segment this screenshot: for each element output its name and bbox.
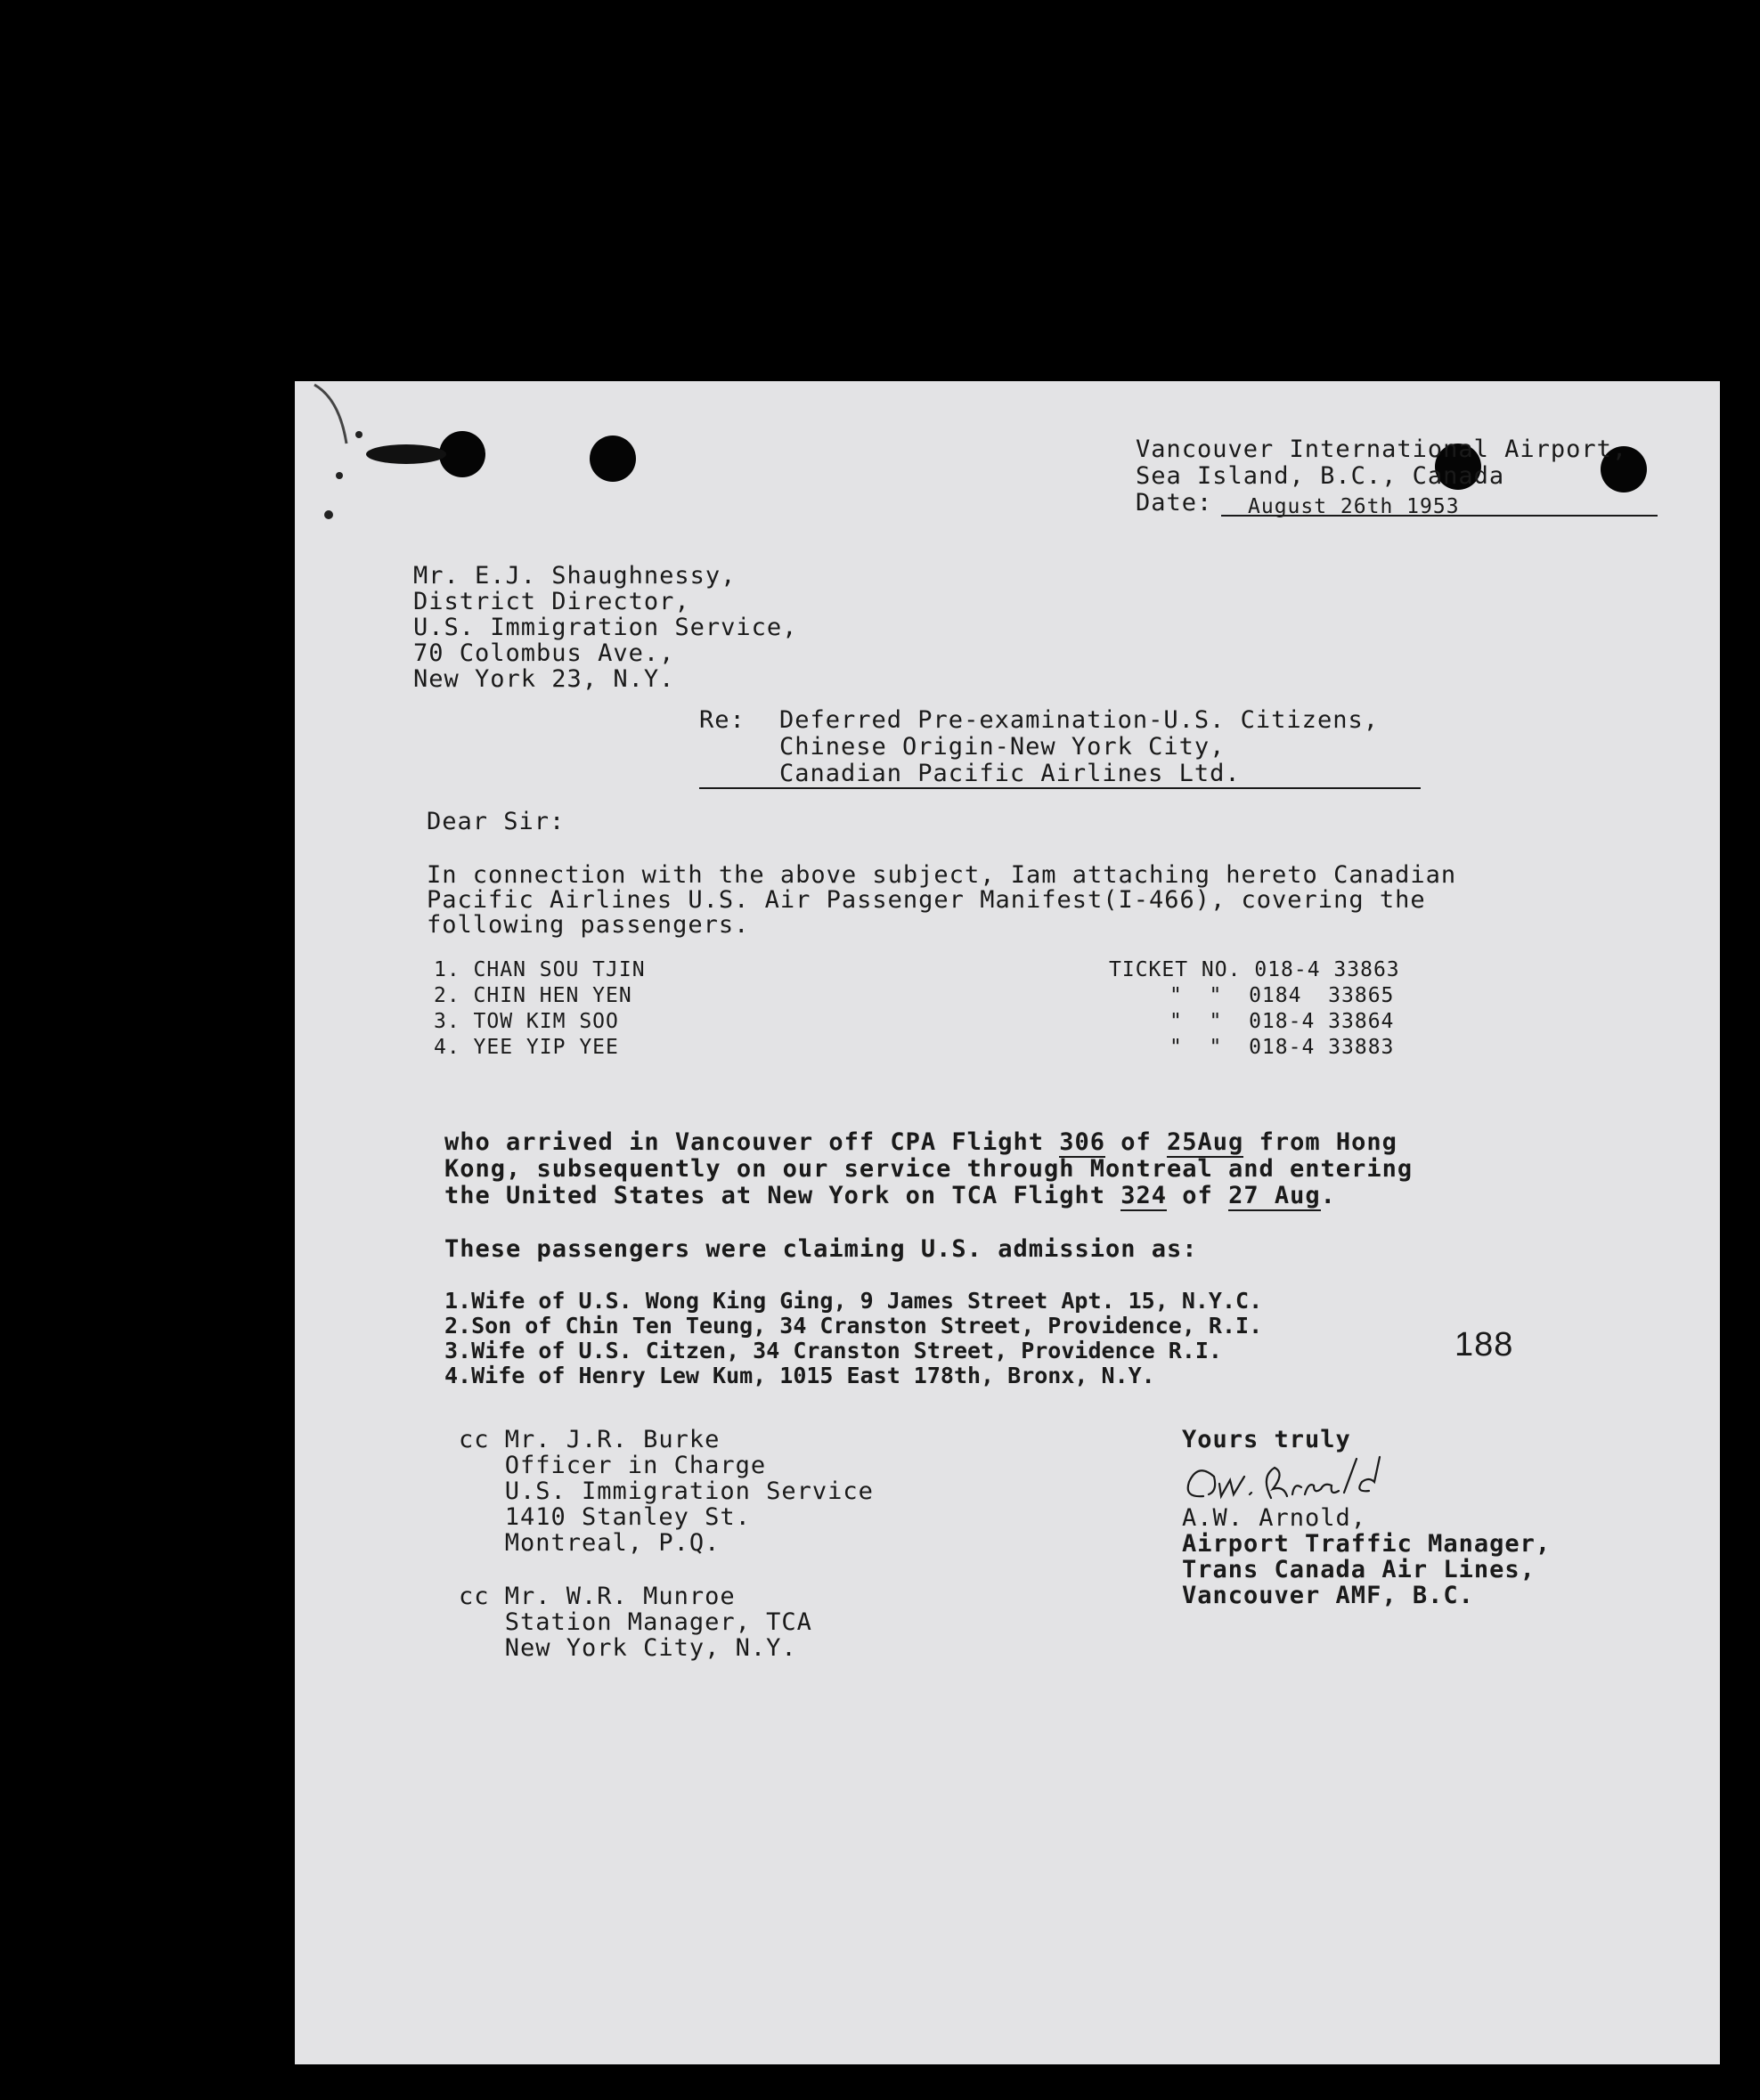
cc2-line-1: cc Mr. W.R. Munroe: [459, 1583, 736, 1610]
subject-line-3: Canadian Pacific Airlines Ltd.: [779, 760, 1241, 787]
signatory-title-1: Airport Traffic Manager,: [1182, 1530, 1552, 1558]
flight-number-1: 306: [1059, 1128, 1105, 1156]
passenger-name: 1. CHAN SOU TJIN: [434, 958, 646, 981]
signatory-title-2: Trans Canada Air Lines,: [1182, 1556, 1536, 1583]
subject-label: Re:: [699, 706, 746, 734]
page-number: 188: [1454, 1326, 1514, 1363]
passenger-ticket: " " 0184 33865: [1169, 984, 1395, 1007]
arrival-text: of: [1105, 1128, 1168, 1156]
address-line-2: Sea Island, B.C., Canada: [1136, 462, 1505, 490]
arrival-text: of: [1167, 1182, 1229, 1209]
intro-line-3: following passengers.: [427, 911, 750, 939]
subject-line-2: Chinese Origin-New York City,: [779, 733, 1226, 761]
recipient-line-1: Mr. E.J. Shaughnessy,: [413, 562, 737, 590]
recipient-line-5: New York 23, N.Y.: [413, 665, 675, 693]
cc1-line-1: cc Mr. J.R. Burke: [459, 1426, 721, 1453]
subject-underline: [699, 787, 1421, 789]
address-line-1: Vancouver International Airport,: [1136, 435, 1628, 463]
claim-item: 2.Son of Chin Ten Teung, 34 Cranston Street, Providence, R.I.: [444, 1313, 1263, 1339]
punch-hole: [590, 435, 636, 482]
letter-page: [295, 381, 1720, 2064]
cc1-line-3: U.S. Immigration Service: [459, 1477, 874, 1505]
recipient-line-2: District Director,: [413, 588, 690, 615]
signatory-title-3: Vancouver AMF, B.C.: [1182, 1582, 1474, 1609]
subject-line-1: Deferred Pre-examination-U.S. Citizens,: [779, 706, 1379, 734]
cc1-line-5: Montreal, P.Q.: [459, 1529, 721, 1557]
recipient-line-4: 70 Colombus Ave.,: [413, 639, 675, 667]
passenger-name: 2. CHIN HEN YEN: [434, 984, 632, 1007]
cc2-line-3: New York City, N.Y.: [459, 1634, 797, 1662]
arrival-line-1: [444, 1129, 1397, 1158]
passenger-ticket: " " 018-4 33864: [1169, 1010, 1395, 1033]
passenger-name: 4. YEE YIP YEE: [434, 1036, 619, 1059]
cc1-line-2: Officer in Charge: [459, 1452, 767, 1479]
cc1-line-4: 1410 Stanley St.: [459, 1503, 751, 1531]
arrival-line-2: Kong, subsequently on our service through Montreal and entering: [444, 1155, 1414, 1183]
claim-item: 1.Wife of U.S. Wong King Ging, 9 James Street Apt. 15, N.Y.C.: [444, 1288, 1263, 1314]
recipient-line-3: U.S. Immigration Service,: [413, 614, 798, 641]
claims-intro: These passengers were claiming U.S. admission as:: [444, 1235, 1198, 1263]
arrival-text: the United States at New York on TCA Flight: [444, 1182, 1121, 1209]
arrival-text: .: [1320, 1182, 1336, 1209]
passenger-name: 3. TOW KIM SOO: [434, 1010, 619, 1033]
signatory-name: A.W. Arnold,: [1182, 1504, 1367, 1532]
valediction: Yours truly: [1182, 1426, 1351, 1453]
passenger-ticket: " " 018-4 33883: [1169, 1036, 1395, 1059]
flight-date-1: 25Aug: [1167, 1128, 1244, 1156]
intro-line-1: In connection with the above subject, Iam attaching hereto Canadian: [427, 861, 1457, 889]
arrival-text: who arrived in Vancouver off CPA Flight: [444, 1128, 1060, 1156]
date-value: August 26th 1953: [1248, 495, 1460, 518]
cc2-line-2: Station Manager, TCA: [459, 1608, 812, 1636]
passenger-ticket: TICKET NO. 018-4 33863: [1109, 958, 1400, 981]
ink-blot: [304, 381, 473, 541]
flight-number-2: 324: [1120, 1182, 1168, 1209]
date-label: Date:: [1136, 489, 1213, 517]
intro-line-2: Pacific Airlines U.S. Air Passenger Manifest(I-466), covering the: [427, 886, 1426, 914]
arrival-line-3: [444, 1183, 1336, 1211]
arrival-text: from Hong: [1243, 1128, 1397, 1156]
salutation: Dear Sir:: [427, 808, 566, 835]
claim-item: 4.Wife of Henry Lew Kum, 1015 East 178th, Bronx, N.Y.: [444, 1363, 1155, 1388]
flight-date-2: 27 Aug: [1228, 1182, 1321, 1209]
signature: [1178, 1450, 1446, 1512]
claim-item: 3.Wife of U.S. Citzen, 34 Cranston Street, Providence R.I.: [444, 1338, 1222, 1363]
